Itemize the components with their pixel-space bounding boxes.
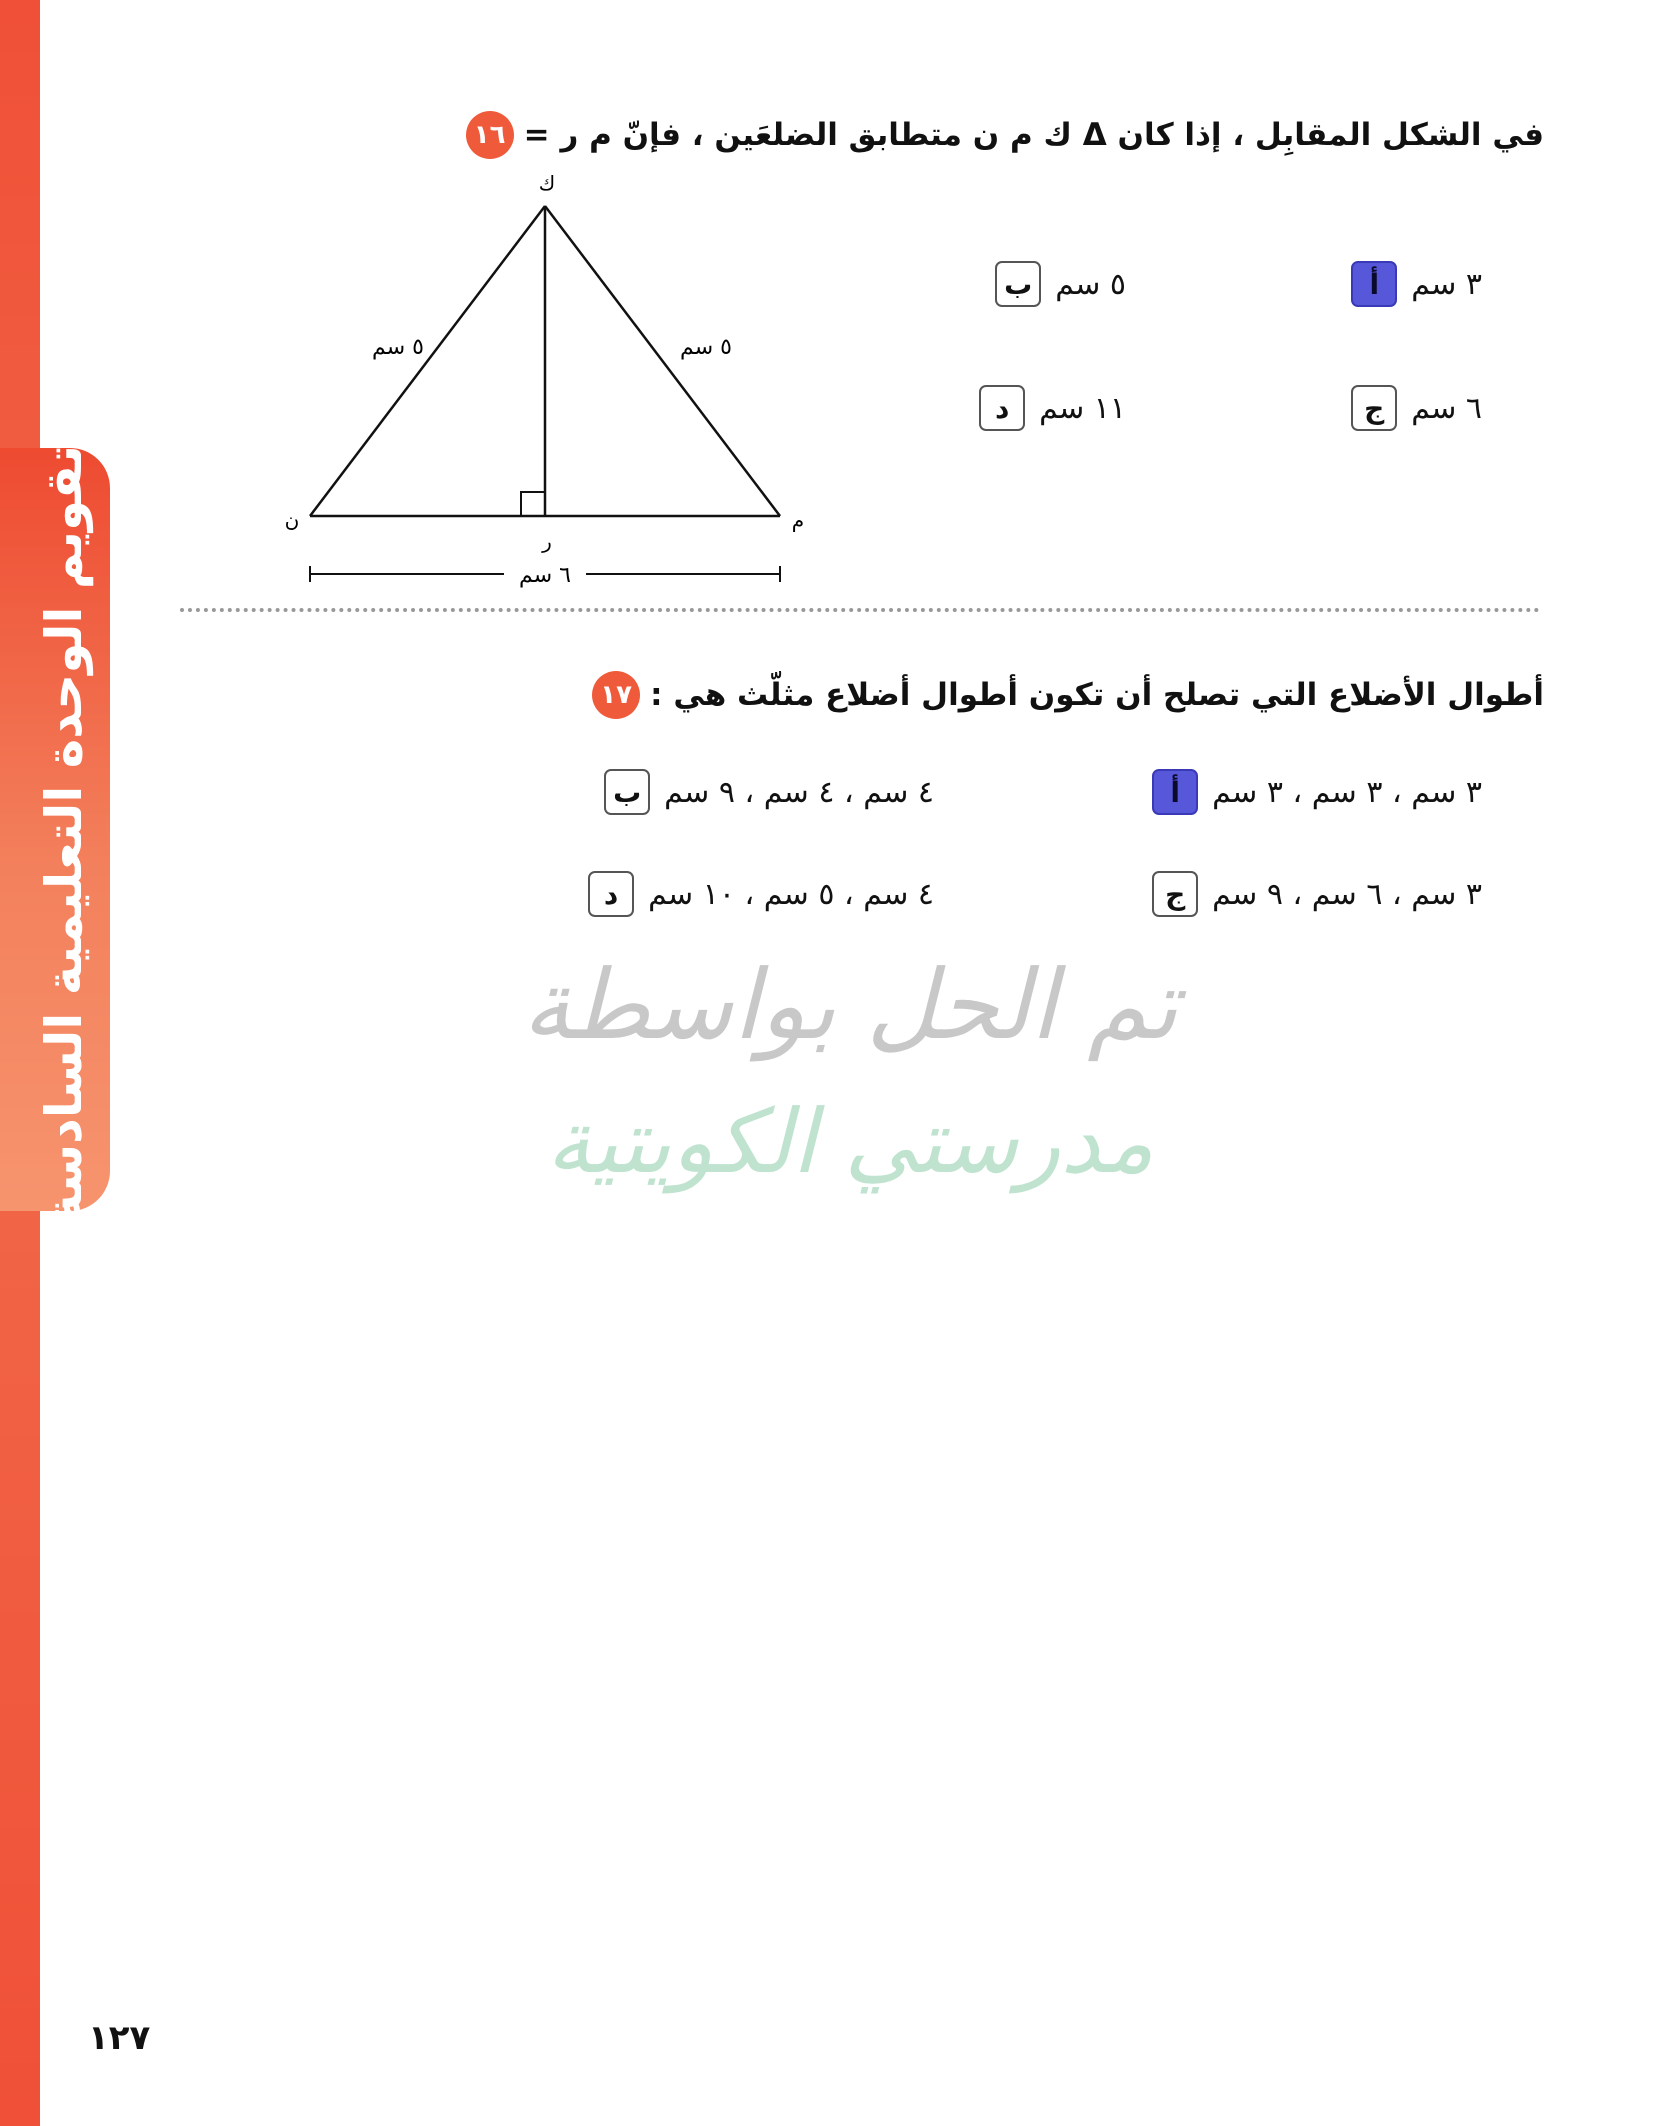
option-text: ٣ سم ، ٣ سم ، ٣ سم [1212, 774, 1482, 810]
q16-option-d[interactable] [979, 382, 1126, 434]
left-side-length: ٥ سم [372, 335, 424, 360]
question-16 [466, 110, 1544, 160]
side-tab-title: تقويم الوحدة التعليمية السادسة [35, 445, 93, 1224]
option-letter-box[interactable]: ج [1351, 385, 1397, 431]
option-text: ٣ سم [1411, 266, 1482, 302]
option-text: ٤ سم ، ٤ سم ، ٩ سم [664, 774, 934, 810]
q17-option-b[interactable] [604, 766, 934, 818]
triangle-figure [270, 160, 830, 600]
question-number-badge: ١٦ [466, 111, 514, 159]
base-length: ٦ سم [519, 563, 571, 588]
option-text: ٤ سم ، ٥ سم ، ١٠ سم [648, 876, 934, 912]
question-text: في الشكل المقابِل ، إذا كان Δ ك م ن متطابق الضلعَين ، فإنّ م ر = [523, 117, 1544, 153]
vertex-label-m: م [791, 508, 805, 532]
q16-option-b[interactable] [995, 258, 1126, 310]
option-text: ٣ سم ، ٦ سم ، ٩ سم [1212, 876, 1482, 912]
option-letter-box[interactable]: د [588, 871, 634, 917]
option-text: ٦ سم [1411, 390, 1482, 426]
q17-option-a[interactable] [1152, 766, 1482, 818]
q16-option-a[interactable] [1351, 258, 1482, 310]
side-kn [310, 206, 545, 516]
option-letter-box[interactable]: د [979, 385, 1025, 431]
q17-option-c[interactable] [1152, 868, 1482, 920]
option-text: ١١ سم [1039, 390, 1126, 426]
option-letter-box[interactable]: أ [1351, 261, 1397, 307]
question-text: أطوال الأضلاع التي تصلح أن تكون أطوال أضلاع مثلّث هي : [650, 677, 1544, 713]
section-divider [180, 608, 1540, 612]
foot-label-r: ر [542, 529, 552, 553]
option-letter-box[interactable]: ب [604, 769, 650, 815]
option-letter-box[interactable]: ب [995, 261, 1041, 307]
question-17 [592, 670, 1544, 720]
option-letter-box[interactable]: ج [1152, 871, 1198, 917]
question-number-badge: ١٧ [592, 671, 640, 719]
vertex-label-n: ن [284, 508, 300, 532]
option-text: ٥ سم [1055, 266, 1126, 302]
right-angle-mark [521, 492, 545, 516]
option-letter-box[interactable]: أ [1152, 769, 1198, 815]
q17-option-d[interactable] [588, 868, 934, 920]
watermark-line-2: مدرستي الكويتية [546, 1090, 1154, 1193]
q16-option-c[interactable] [1351, 382, 1482, 434]
side-km [545, 206, 780, 516]
page-number: ١٢٧ [88, 2018, 151, 2058]
watermark-line-1: تم الحل بواسطة [522, 949, 1178, 1061]
solution-watermark [470, 920, 1230, 1240]
vertex-label-k: ك [538, 171, 556, 195]
right-side-length: ٥ سم [680, 335, 732, 360]
